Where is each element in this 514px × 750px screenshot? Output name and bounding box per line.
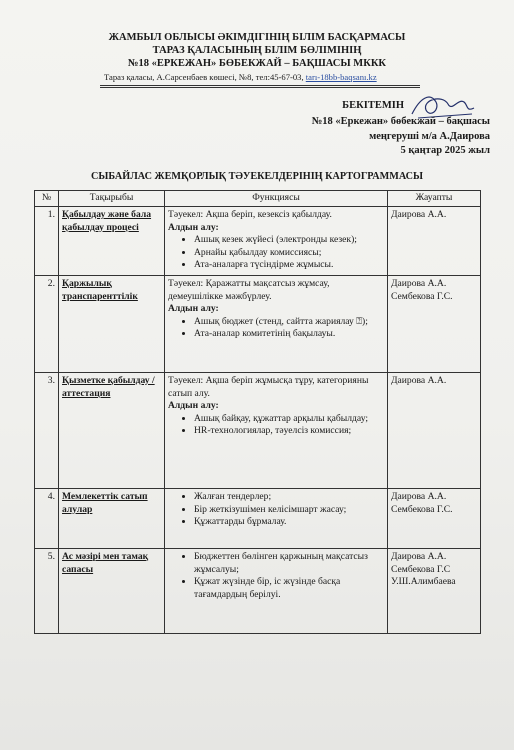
- list-item: • Жалған тендерлер;: [194, 491, 384, 504]
- table-row: [35, 276, 481, 373]
- risk-text: Тәуекел: Ақша беріп жұмысқа тұру, категорияны сатып алу.: [168, 375, 369, 399]
- row-topic: Ас мәзірі мен тамақ сапасы: [59, 549, 165, 634]
- table-row: [35, 373, 481, 489]
- row-responsible: Даирова А.А. Сембекова Г.С.: [388, 489, 481, 549]
- row-responsible: Даирова А.А. Сембекова Г.С У.Ш.Алимбаева: [388, 549, 481, 634]
- prevention-label: Алдын алу:: [168, 303, 219, 315]
- prevention-label: Алдын алу:: [168, 400, 219, 412]
- prevention-label: Алдын алу:: [168, 221, 219, 233]
- row-topic: Мемлекеттік сатып алулар: [59, 489, 165, 549]
- list-item: • Ашық бюджет (стенд, сайтта жариялау ⍰);: [194, 316, 384, 329]
- prevention-list: [168, 316, 384, 341]
- email-link[interactable]: tarı-18bb-baqsanı.kz: [305, 72, 377, 82]
- header-line-1: ЖАМБЫЛ ОБЛЫСЫ ӘКІМДІГІНІҢ БІЛІМ БАСҚАРМАСЫ: [108, 32, 406, 43]
- approval-line-2: меңгеруші м/а А.Даирова: [369, 131, 490, 142]
- table-row: [35, 549, 481, 634]
- col-header-responsible: Жауапты: [388, 191, 481, 207]
- list-item: • Ашық байқау, құжаттар арқылы қабылдау;: [194, 413, 384, 426]
- row-function: [165, 549, 388, 634]
- row-function: [165, 489, 388, 549]
- table-row: [35, 207, 481, 276]
- header-line-3: №18 «ЕРКЕЖАН» БӨБЕКЖАЙ – БАҚШАСЫ МККК: [127, 58, 387, 69]
- row-responsible: Даирова А.А.: [388, 207, 481, 276]
- row-number: 3.: [35, 373, 59, 489]
- header-address: [104, 72, 377, 82]
- row-responsible: Даирова А.А. Сембекова Г.С.: [388, 276, 481, 373]
- row-function: [165, 276, 388, 373]
- prevention-list: [168, 234, 384, 272]
- risk-text: Тәуекел: Ақша беріп, кезексіз қабылдау.: [168, 209, 332, 220]
- row-number: 2.: [35, 276, 59, 373]
- row-topic: Қаржылық транспаренттілік: [59, 276, 165, 373]
- table-row: [35, 489, 481, 549]
- risk-text: Тәуекел: Қаражатты мақсатсыз жұмсау, демеушілікке мәжбүрлеу.: [168, 278, 330, 302]
- row-number: 1.: [35, 207, 59, 276]
- row-function: [165, 207, 388, 276]
- row-topic: Қабылдау және бала қабылдау процесі: [59, 207, 165, 276]
- approval-label: БЕКІТЕМІН: [342, 100, 404, 111]
- list-item: • Құжаттарды бұрмалау.: [194, 516, 384, 529]
- row-topic: Қызметке қабылдау / аттестация: [59, 373, 165, 489]
- col-header-number: №: [35, 191, 59, 207]
- approval-line-3: 5 қаңтар 2025 жыл: [400, 145, 490, 156]
- risk-list: [168, 551, 384, 601]
- row-function: [165, 373, 388, 489]
- list-item: • HR-технологиялар, тәуелсіз комиссия;: [194, 425, 384, 438]
- row-number: 4.: [35, 489, 59, 549]
- risk-list: [168, 491, 384, 529]
- document-title: СЫБАЙЛАС ЖЕМҚОРЛЫҚ ТӘУЕКЕЛДЕРІНІҢ КАРТОГРАММАСЫ: [90, 171, 424, 182]
- list-item: • Құжат жүзінде бір, іс жүзінде басқа тағамдардың берілуі.: [194, 576, 384, 601]
- row-number: 5.: [35, 549, 59, 634]
- col-header-function: Функциясы: [165, 191, 388, 207]
- prevention-list: [168, 413, 384, 438]
- list-item: • Арнайы қабылдау комиссиясы;: [194, 247, 384, 260]
- list-item: • Ашық кезек жүйесі (электронды кезек);: [194, 234, 384, 247]
- header-rule: [100, 87, 420, 88]
- risk-table: [34, 190, 481, 634]
- list-item: • Ата-аналарға түсіндірме жұмысы.: [194, 259, 384, 272]
- table-header-row: [35, 191, 481, 207]
- list-item: • Бюджеттен бөлінген қаржының мақсатсыз жұмсалуы;: [194, 551, 384, 576]
- header-line-2: ТАРАЗ ҚАЛАСЫНЫҢ БІЛІМ БӨЛІМІНІҢ: [152, 45, 362, 56]
- header-rule: [100, 85, 420, 86]
- row-responsible: Даирова А.А.: [388, 373, 481, 489]
- approval-line-1: №18 «Еркежан» бөбекжай – бақшасы: [311, 116, 490, 127]
- list-item: • Бір жеткізушімен келісімшарт жасау;: [194, 504, 384, 517]
- list-item: • Ата-аналар комитетінің бақылауы.: [194, 328, 384, 341]
- address-text: Тараз қаласы, А.Сарсенбаев көшесі, №8, тел:45-67-03,: [104, 72, 304, 82]
- col-header-topic: Тақырыбы: [59, 191, 165, 207]
